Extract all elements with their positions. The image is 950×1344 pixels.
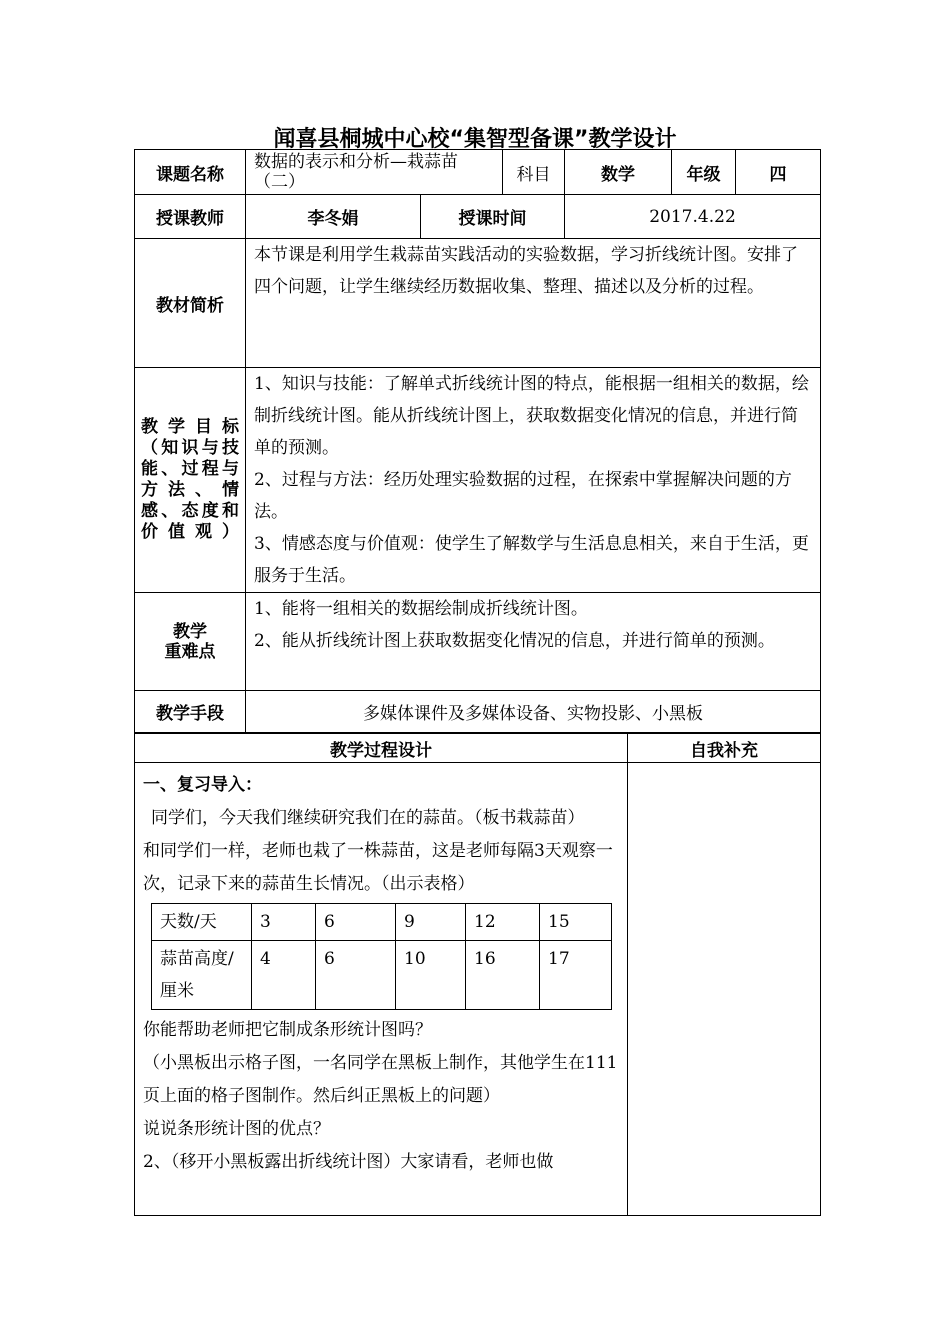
teacher-value: 李冬娟	[246, 195, 421, 239]
keypoints-text	[246, 593, 821, 691]
days-cell: 12	[466, 904, 540, 941]
height-cell: 17	[540, 941, 612, 1010]
lesson-info-table	[134, 149, 821, 733]
page-title: 闻喜县桐城中心校“集智型备课”教学设计	[273, 127, 677, 152]
growth-data-table	[151, 903, 612, 1010]
height-cell: 6	[316, 941, 396, 1010]
days-cell: 15	[540, 904, 612, 941]
subject-label: 科目	[503, 150, 565, 195]
supplement-cell	[628, 763, 821, 1216]
process-body	[135, 763, 628, 1216]
days-cell: 9	[396, 904, 466, 941]
grade-value: 四	[736, 150, 821, 195]
supplement-header: 自我补充	[628, 734, 821, 763]
means-value: 多媒体课件及多媒体设备、实物投影、小黑板	[246, 691, 821, 733]
paragraph: （小黑板出示格子图，一名同学在黑板上制作，其他学生在111页上面的格子图制作。然后纠正黑板上的问题）	[143, 1053, 618, 1106]
section-title: 一、复习导入：	[143, 775, 262, 795]
paragraph: 说说条形统计图的优点？	[143, 1119, 330, 1139]
goal-item: 2、过程与方法：经历处理实验数据的过程，在探索中掌握解决问题的方法。	[254, 470, 792, 522]
time-value: 2017.4.22	[565, 195, 821, 239]
height-cell: 10	[396, 941, 466, 1010]
keypoint-item: 1、能将一组相关的数据绘制成折线统计图。	[254, 599, 588, 619]
height-label: 蒜苗高度/厘米	[152, 941, 252, 1010]
height-cell: 4	[252, 941, 316, 1010]
analysis-label: 教材简析	[135, 239, 246, 368]
paragraph: 同学们，今天我们继续研究我们在的蒜苗。（板书栽蒜苗）	[151, 808, 585, 828]
process-table	[134, 733, 821, 1216]
paragraph: 和同学们一样，老师也栽了一株蒜苗，这是老师每隔3天观察一次，记录下来的蒜苗生长情况。（出示表格）	[143, 841, 613, 894]
days-label: 天数/天	[152, 904, 252, 941]
goal-item: 1、知识与技能：了解单式折线统计图的特点，能根据一组相关的数据，绘制折线统计图。能从折线统计图上，获取数据变化情况的信息，并进行简单的预测。	[254, 374, 809, 458]
subject-value: 数学	[565, 150, 672, 195]
goal-item: 3、情感态度与价值观：使学生了解数学与生活息息相关，来自于生活，更服务于生活。	[254, 534, 809, 586]
paragraph: 2、（移开小黑板露出折线统计图）大家请看，老师也做	[143, 1152, 554, 1172]
keypoint-item: 2、能从折线统计图上获取数据变化情况的信息，并进行简单的预测。	[254, 631, 775, 651]
keypoints-label-line2: 重难点	[164, 641, 216, 662]
topic-value: 数据的表示和分析—栽蒜苗（二）	[246, 150, 503, 195]
analysis-text: 本节课是利用学生栽蒜苗实践活动的实验数据，学习折线统计图。安排了四个问题，让学生继续经历数据收集、整理、描述以及分析的过程。	[246, 239, 821, 368]
teacher-label: 授课教师	[135, 195, 246, 239]
keypoints-label	[135, 593, 246, 691]
process-header: 教学过程设计	[135, 734, 628, 763]
height-cell: 16	[466, 941, 540, 1010]
paragraph: 你能帮助老师把它制成条形统计图吗？	[143, 1020, 432, 1040]
keypoints-label-line1: 教学	[173, 621, 207, 642]
topic-label: 课题名称	[135, 150, 246, 195]
grade-label: 年级	[672, 150, 736, 195]
goals-text	[246, 368, 821, 593]
days-cell: 3	[252, 904, 316, 941]
days-cell: 6	[316, 904, 396, 941]
time-label: 授课时间	[421, 195, 565, 239]
means-label: 教学手段	[135, 691, 246, 733]
goals-label: 教学目标（知识与技能、过程与方法、情感、态度和价值观）	[135, 368, 246, 593]
